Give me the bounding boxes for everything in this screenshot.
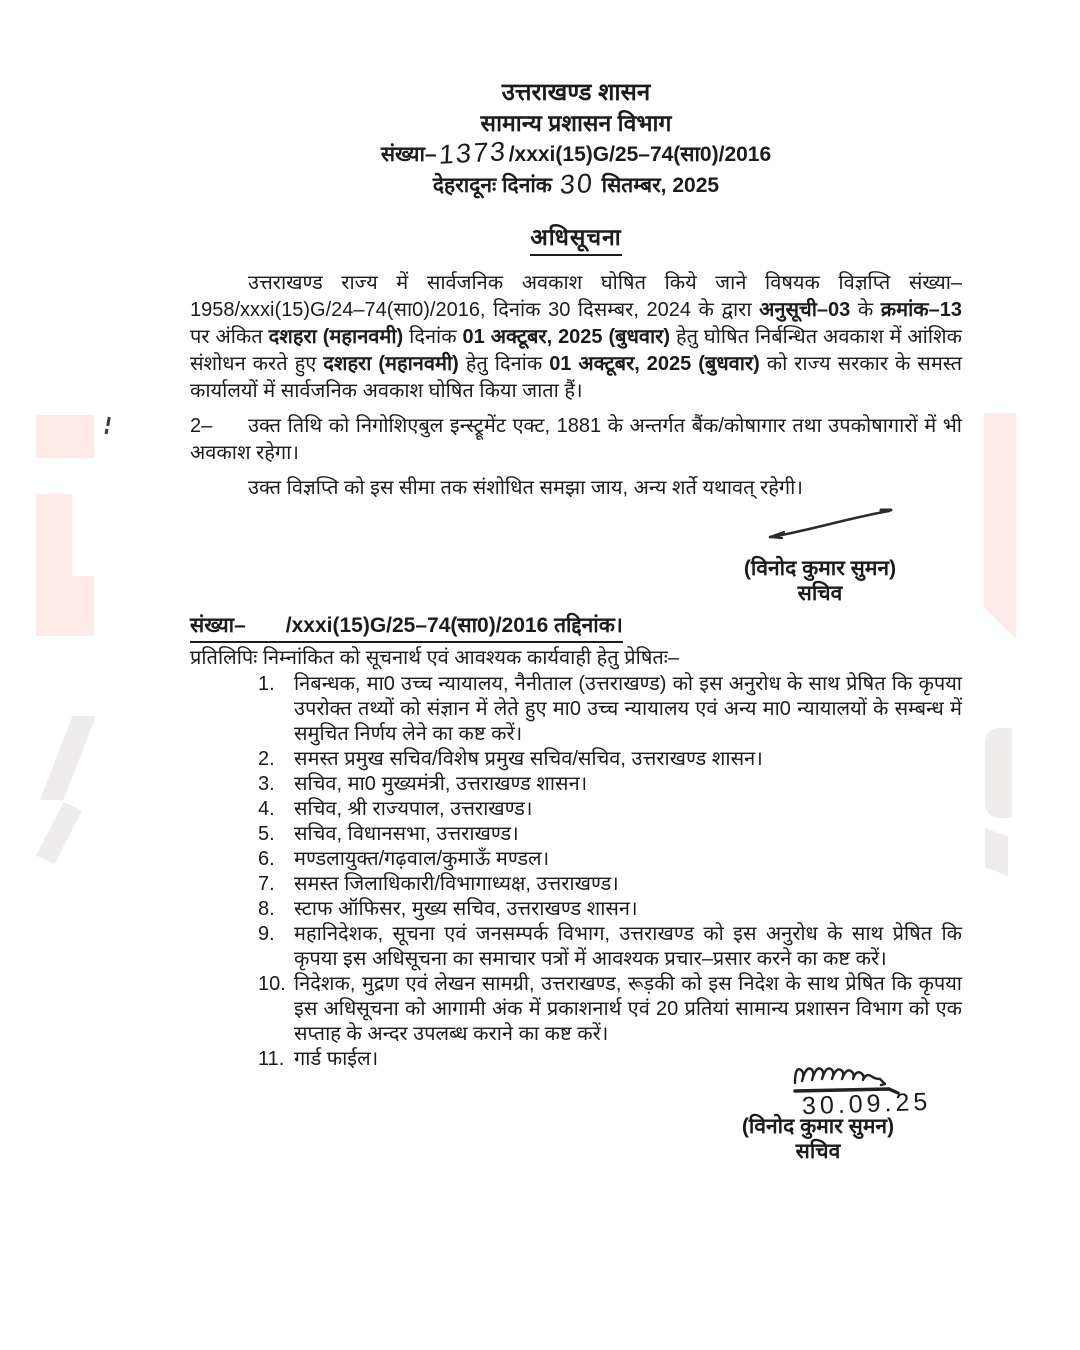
list-item (258, 797, 962, 822)
item-text: सचिव, मा0 मुख्यमंत्री, उत्तराखण्ड शासन। (294, 773, 588, 795)
notification-title: अधिसूचना (530, 220, 622, 256)
para1-seg-bold: दशहरा (महानवमी) (268, 326, 404, 348)
para1-seg: को राज्य सरकार के समस्त कार्यालयों में सार्वजनिक अवकाश घोषित किया जाता हैं। (190, 353, 962, 402)
para1-seg: दिनांक (403, 326, 463, 348)
para1-seg-bold: 01 अक्टूबर, 2025 (बुधवार) (549, 353, 760, 375)
ref-suffix: /xxxi(15)G/25–74(सा0)/2016 (508, 143, 772, 166)
distribution-list (190, 672, 962, 1072)
para1-seg-bold: 01 अक्टूबर, 2025 (बुधवार) (462, 326, 671, 348)
para1-seg-bold: दशहरा (महानवमी) (323, 353, 459, 375)
list-item (258, 847, 962, 872)
item-number: 4. (258, 798, 275, 820)
handwritten-signature-date: 30.09.25 (801, 1087, 932, 1121)
place-date-line (190, 169, 962, 200)
paragraph-2 (190, 413, 962, 467)
watermark-left-l-foot (36, 576, 94, 636)
signatory-name: (विनोद कुमार सुमन) (741, 1115, 895, 1138)
list-item (258, 772, 962, 797)
signatory-name: (विनोद कुमार सुमन) (743, 557, 897, 580)
signatory-designation: सचिव (797, 582, 843, 605)
item-number: 9. (258, 923, 275, 945)
handwritten-day: 30 (559, 168, 595, 200)
signature-block-top (190, 502, 962, 610)
paragraph-2-number: 2– (190, 415, 213, 437)
item-text: सचिव, विधानसभा, उत्तराखण्ड। (294, 823, 519, 845)
place-date-suffix: सितम्बर, 2025 (601, 174, 720, 197)
list-item (258, 747, 962, 772)
paragraph-1 (190, 270, 962, 405)
item-number: 6. (258, 848, 275, 870)
list-item (258, 897, 962, 922)
item-text: गार्ड फाईल। (294, 1048, 379, 1070)
signatory-designation: सचिव (795, 1140, 841, 1163)
item-number: 8. (258, 898, 275, 920)
place-date-prefix: देहरादूनः दिनांक (432, 174, 552, 197)
signature-block-bottom (190, 1056, 962, 1186)
para1-seg: हेतु घोषित निर्बन्धित अवकाश में आंशिक संशोधन करते हुए (190, 326, 962, 375)
watermark-right-band (984, 413, 1016, 639)
item-text: समस्त प्रमुख सचिव/विशेष प्रमुख सचिव/सचिव, उत्तराखण्ड शासन। (294, 748, 763, 770)
item-text: निबन्धक, मा0 उच्च न्यायालय, नैनीताल (उत्तराखण्ड) को इस अनुरोध के साथ प्रेषित कि कृपया उपरोक्त तथ्यों को संज्ञान में लेते हुए मा0 उच्च न्यायालय एवं अन्य मा0 न्यायालयों के सम्बन्ध में समुचित निर्णय लेने का कष्ट करें। (294, 673, 962, 745)
item-text: निदेशक, मुद्रण एवं लेखन सामग्री, उत्तराखण्ड, रूड़की को इस निदेश के साथ प्रेषित कि कृपया इस अधिसूचना को आगामी अंक में प्रकाशनार्थ एवं 20 प्रतियां सामान्य प्रशासन विभाग को एक सप्ताह के अन्दर उपलब्ध कराने का कष्ट करें। (294, 973, 962, 1045)
watermark-right-blob-upper (985, 728, 1012, 818)
item-text: समस्त जिलाधिकारी/विभागाध्यक्ष, उत्तराखण्ड। (294, 873, 619, 895)
item-text: मण्डलायुक्त/गढ़वाल/कुमाऊँ मण्डल। (294, 848, 550, 870)
org-name: उत्तराखण्ड शासन (501, 79, 651, 106)
item-number: 11. (258, 1048, 285, 1070)
para1-seg: हेतु दिनांक (458, 353, 550, 375)
item-text: स्टाफ ऑफिसर, मुख्य सचिव, उत्तराखण्ड शासन। (294, 898, 638, 920)
item-number: 3. (258, 773, 275, 795)
para1-seg: पर अंकित (190, 326, 269, 348)
item-number: 5. (258, 823, 275, 845)
item-text: महानिदेशक, सूचना एवं जनसम्पर्क विभाग, उत्तराखण्ड को इस अनुरोध के साथ प्रेषित कि कृपया इस अधिसूचना का समाचार पत्रों में आवश्यक प्रचार–प्रसार करने का कष्ट करें। (294, 923, 962, 970)
department-name: सामान्य प्रशासन विभाग (480, 110, 672, 136)
item-number: 10. (258, 973, 286, 995)
reference-number-line (190, 138, 962, 169)
handwritten-ref-number: 1373 (437, 136, 508, 170)
para1-seg: उत्तराखण्ड राज्य में सार्वजनिक अवकाश घोषित किये जाने विषयक विज्ञप्ति संख्या–1958/xxxi(15)G/24–74(सा0)/2016, दिनांक 30 दिसम्बर, 2024 के द्वारा (190, 272, 962, 321)
watermark-left-slash-upper (40, 716, 96, 800)
copy-distribution-heading: प्रतिलिपिः निम्नांकित को सूचनार्थ एवं आवश्यक कार्यवाही हेतु प्रेषितः– (190, 647, 679, 669)
copy-reference-line (190, 612, 962, 643)
ref-prefix: संख्या– (380, 143, 437, 166)
paragraph-3: उक्त विज्ञप्ति को इस सीमा तक संशोधित समझा जाय, अन्य शर्ते यथावत् रहेगी। (248, 477, 803, 499)
list-item (258, 972, 962, 1047)
signature-stroke-icon (765, 506, 895, 544)
watermark-left-block (36, 415, 94, 458)
item-number: 1. (258, 673, 275, 695)
para1-seg: के (850, 299, 881, 321)
list-item (258, 872, 962, 897)
letterhead (190, 78, 962, 256)
list-item (258, 672, 962, 747)
copy-ref-suffix: /xxxi(15)G/25–74(सा0)/2016 तद्दिनांक। (285, 614, 623, 637)
paragraph-2-text: उक्त तिथि को निगोशिएबुल इन्स्ट्रूमेंट एक्ट, 1881 के अन्तर्गत बैंक/कोषागार तथा उपकोषागारों में भी अवकाश रहेगा। (190, 415, 962, 464)
list-item (258, 822, 962, 847)
list-item (258, 922, 962, 972)
para1-seg-bold: अनुसूची–03 (759, 299, 851, 321)
stray-ink-mark (105, 429, 109, 434)
item-number: 2. (258, 748, 275, 770)
item-number: 7. (258, 873, 275, 895)
para1-seg-bold: क्रमांक–13 (880, 299, 962, 321)
item-text: सचिव, श्री राज्यपाल, उत्तराखण्ड। (294, 798, 533, 820)
watermark-right-blob-lower (985, 828, 1008, 876)
watermark-left-slash-lower (36, 802, 82, 864)
document-body (190, 78, 962, 1186)
copy-ref-prefix: संख्या– (190, 614, 246, 637)
stray-ink-mark (106, 417, 111, 426)
